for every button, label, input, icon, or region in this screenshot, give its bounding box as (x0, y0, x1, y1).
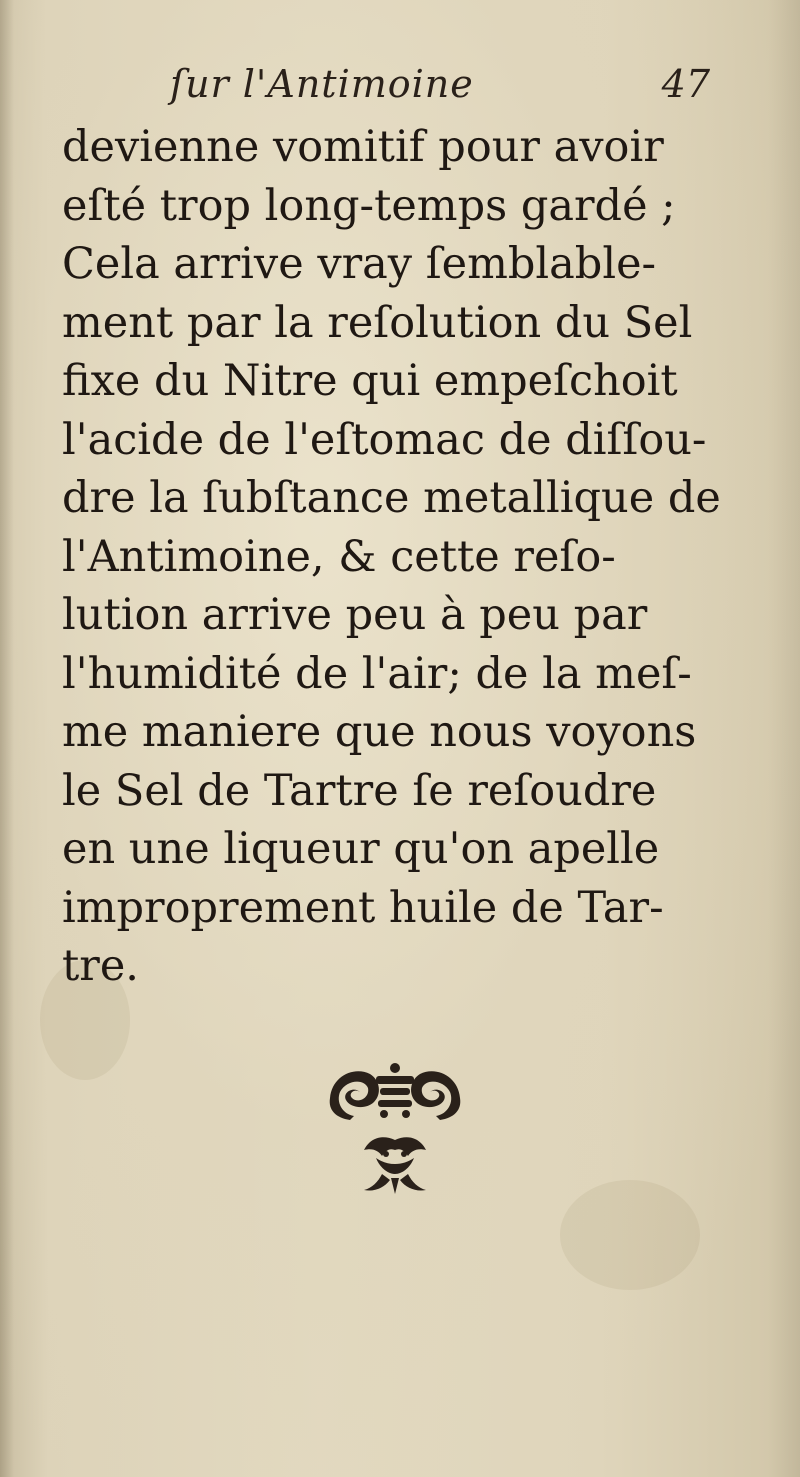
text-line: eſté trop long-temps gardé ; (62, 180, 676, 231)
paper-stain (560, 1180, 700, 1290)
text-line: le Sel de Tartre ſe reſoudre (62, 765, 657, 816)
text-line: l'humidité de l'air; de la meſ- (62, 648, 692, 699)
fleuron-ornament-icon (320, 1058, 470, 1198)
text-line: devienne vomitif pour avoir (62, 122, 664, 172)
text-line: me maniere que nous voyons (62, 707, 697, 757)
text-line: l'acide de l'eſtomac de diſſou- (62, 414, 707, 465)
page-number: 47 (661, 62, 710, 106)
text-line: Cela arrive vray ſemblable- (62, 239, 657, 289)
gutter-shadow (0, 0, 14, 1477)
running-title: ſur l'Antimoine (170, 62, 474, 106)
text-line: l'Antimoine, & cette reſo- (62, 531, 616, 582)
text-line: improprement huile de Tar- (62, 882, 664, 933)
text-line: tre. (62, 941, 139, 991)
text-line: dre la ſubſtance metallique de (62, 473, 721, 523)
text-line: ment par la reſolution du Sel (62, 297, 693, 348)
page-header (170, 62, 710, 118)
text-line: lution arrive peu à peu par (62, 590, 648, 640)
body-text (62, 118, 722, 996)
text-line: en une liqueur qu'on apelle (62, 824, 660, 874)
text-line: fixe du Nitre qui empeſchoit (62, 356, 678, 406)
